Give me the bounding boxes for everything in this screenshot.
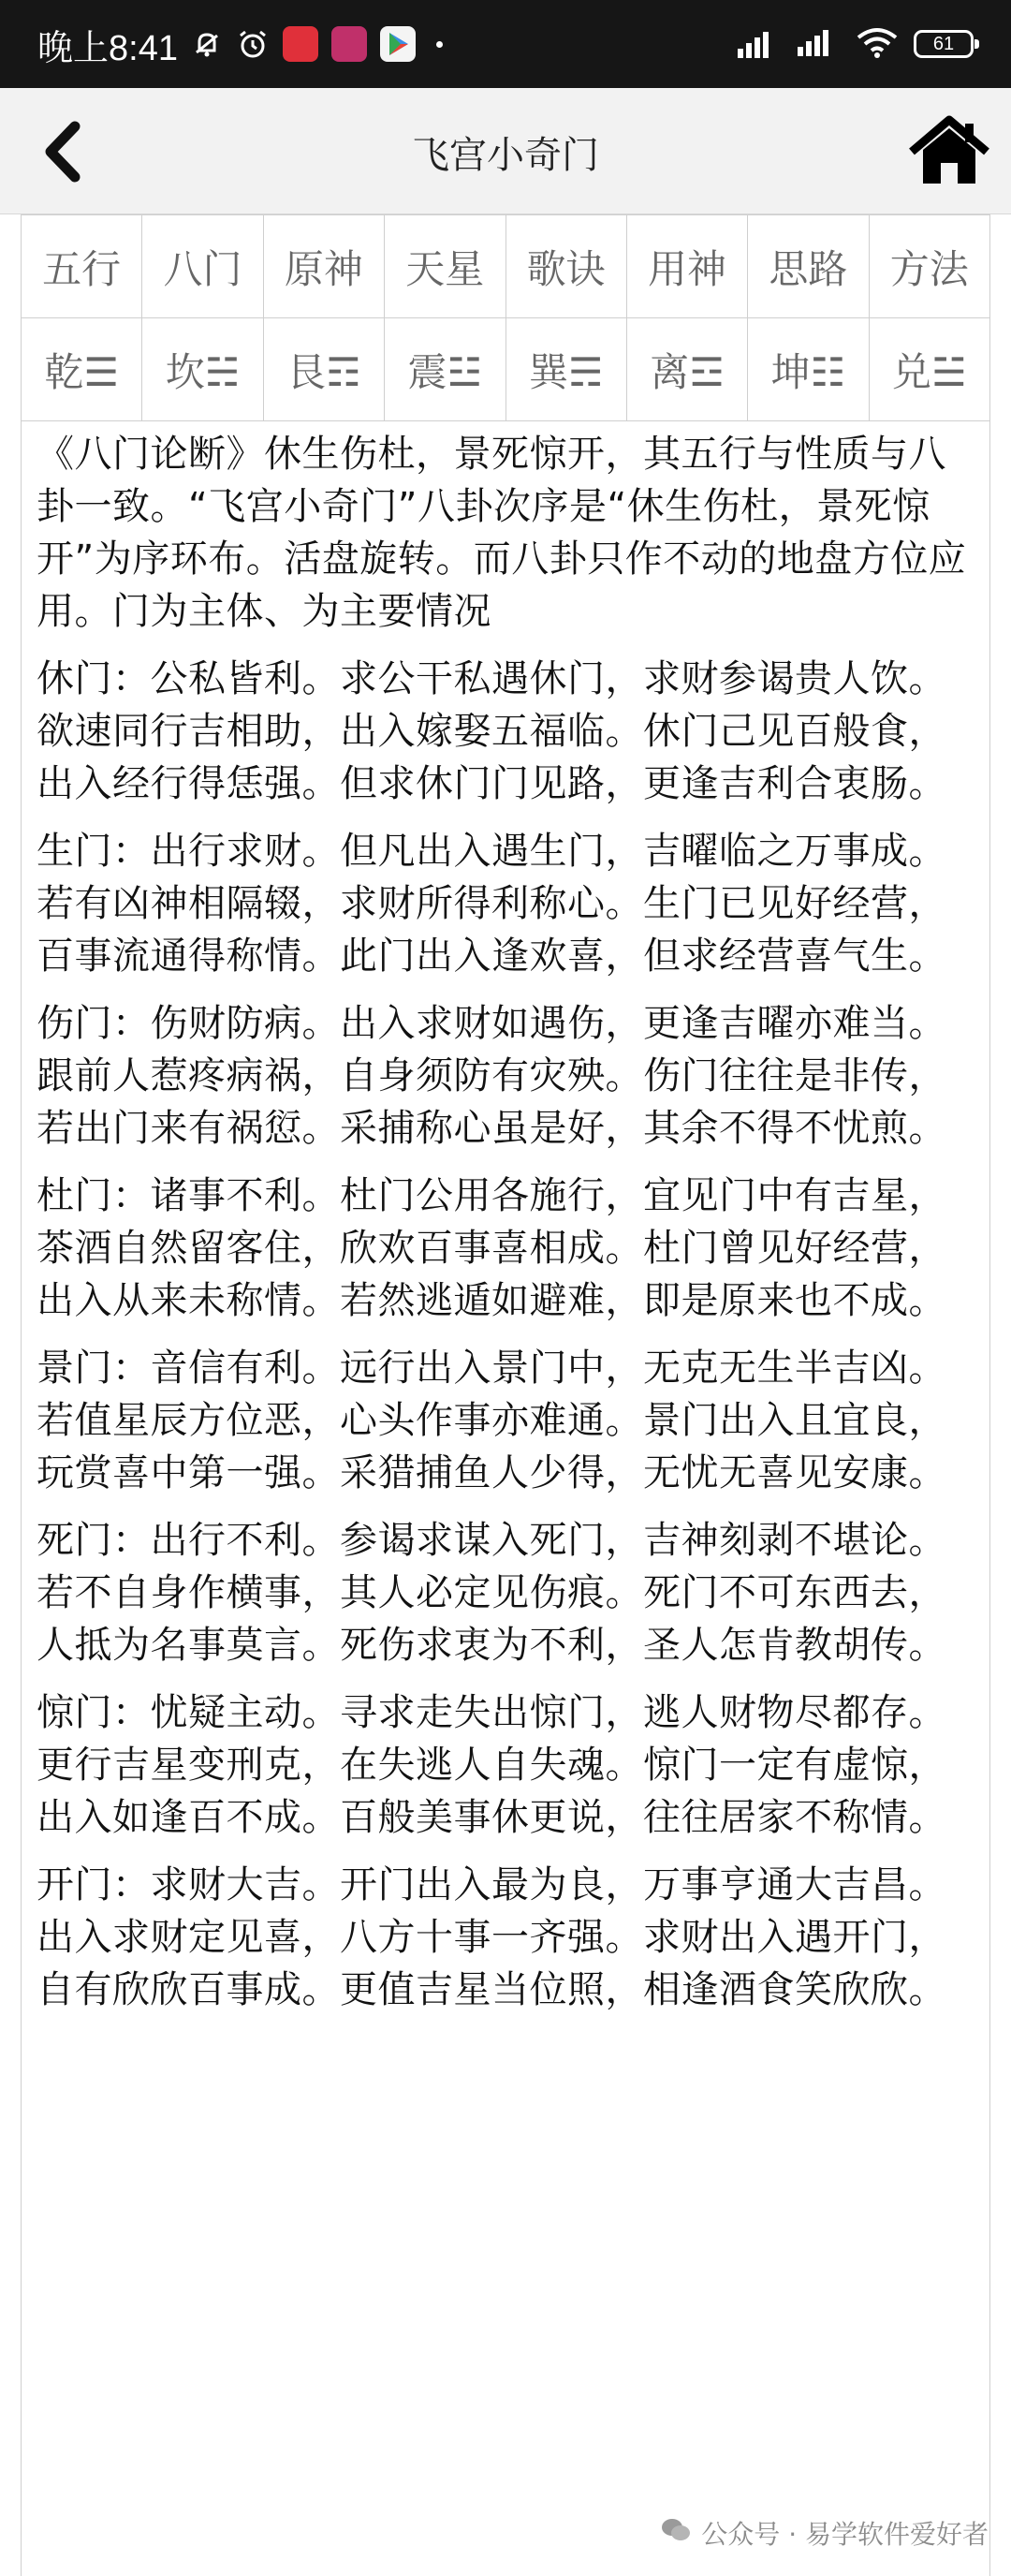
watermark	[660, 2514, 989, 2552]
paragraph-jingmen-view: 景门：音信有利。远行出入景门中，无克无生半吉凶。若值星辰方位恶，心头作事亦难通。景门出入且宜良，玩赏喜中第一强。采猎捕鱼人少得，无忧无喜见安康。	[37, 1347, 946, 1494]
tab-zhen[interactable]: 震☳	[385, 318, 506, 421]
paragraph-shangmen: 伤门：伤财防病。出入求财如遇伤，更逢吉曜亦难当。跟前人惹疼病祸，自身须防有灾殃。伤门往往是非传，若出门来有祸愆。采捕称心虽是好，其余不得不忧煎。	[37, 1002, 946, 1150]
paragraph-kaimen: 开门：求财大吉。开门出入最为良，万事亨通大吉昌。出入求财定见喜，八方十事一齐强。求财出入遇开门，自有欣欣百事成。更值吉星当位照，相逢酒食笑欣欣。	[37, 1863, 946, 2011]
wifi-icon	[856, 26, 899, 62]
home-button[interactable]	[902, 109, 996, 193]
tab-li[interactable]: 离☲	[627, 318, 748, 421]
tab-yongshen[interactable]: 用神	[627, 215, 748, 318]
tab-kan[interactable]: 坎☵	[142, 318, 263, 421]
home-icon	[907, 114, 991, 187]
battery-icon	[914, 30, 974, 58]
tab-dui[interactable]: 兑☱	[870, 318, 990, 421]
tab-kun[interactable]: 坤☷	[748, 318, 869, 421]
intro-paragraph: 《八门论断》休生伤杜，景死惊开，其五行与性质与八卦一致。“飞宫小奇门”八卦次序是“休生伤杜，景死惊开”为序环布。活盘旋转。而八卦只作不动的地盘方位应用。门为主体、为主要情况	[37, 433, 967, 633]
tab-qian[interactable]: 乾☰	[22, 318, 142, 421]
tab-tianxing[interactable]: 天星	[385, 215, 506, 318]
article-content[interactable]	[21, 420, 990, 2576]
tab-gejue[interactable]: 歌诀	[506, 215, 627, 318]
paragraph-jingmen-fright: 惊门：忧疑主动。寻求走失出惊门，逃人财物尽都存。更行吉星变刑克，在失逃人自失魂。惊门一定有虚惊，出入如逢百不成。百般美事休更说，往往居家不称情。	[37, 1691, 946, 1839]
play-store-icon	[380, 26, 416, 62]
status-bar	[0, 0, 1011, 88]
tab-bamen[interactable]: 八门	[142, 215, 263, 318]
app-notification-icon-red	[283, 26, 318, 62]
alarm-icon	[236, 27, 270, 61]
tab-silu[interactable]: 思路	[748, 215, 869, 318]
tab-wuxing[interactable]: 五行	[22, 215, 142, 318]
status-time: 晚上8:41	[37, 28, 178, 68]
signal-icon-1	[736, 28, 781, 60]
paragraph-simen: 死门：出行不利。参谒求谋入死门，吉神刻剥不堪论。若不自身作横事，其人必定见伤痕。死门不可东西去，人抵为名事莫言。死伤求衷为不利，圣人怎肯教胡传。	[37, 1519, 946, 1667]
page-title: 飞宫小奇门	[412, 134, 599, 177]
battery-level: 61	[932, 33, 955, 54]
mute-bell-icon	[191, 28, 223, 60]
app-header	[0, 88, 1011, 214]
watermark-text: 公众号 · 易学软件爱好者	[701, 2519, 989, 2550]
category-tabs	[21, 214, 990, 318]
signal-icon-2	[796, 26, 841, 62]
tab-gen[interactable]: 艮☶	[264, 318, 385, 421]
paragraph-dumen: 杜门：诸事不利。杜门公用各施行，宜见门中有吉星，茶酒自然留客住，欣欢百事喜相成。杜门曾见好经营，出入从来未称情。若然逃遁如避难，即是原来也不成。	[37, 1174, 946, 1322]
trigram-tabs	[21, 317, 990, 421]
tab-fangfa[interactable]: 方法	[870, 215, 990, 318]
app-notification-icon-pink	[331, 26, 367, 62]
more-notifications-dot	[436, 41, 443, 48]
tab-yuanshen[interactable]: 原神	[264, 215, 385, 318]
tab-xun[interactable]: 巽☴	[506, 318, 627, 421]
paragraph-xiumen: 休门：公私皆利。求公干私遇休门，求财参谒贵人饮。欲速同行吉相助，出入嫁娶五福临。休门己见百般食，出入经行得恁强。但求休门门见路，更逢吉利合衷肠。	[37, 657, 946, 805]
paragraph-shengmen: 生门：出行求财。但凡出入遇生门，吉曜临之万事成。若有凶神相隔辍，求财所得利称心。生门已见好经营，百事流通得称情。此门出入逢欢喜，但求经营喜气生。	[37, 830, 946, 978]
wechat-icon	[660, 2516, 692, 2551]
